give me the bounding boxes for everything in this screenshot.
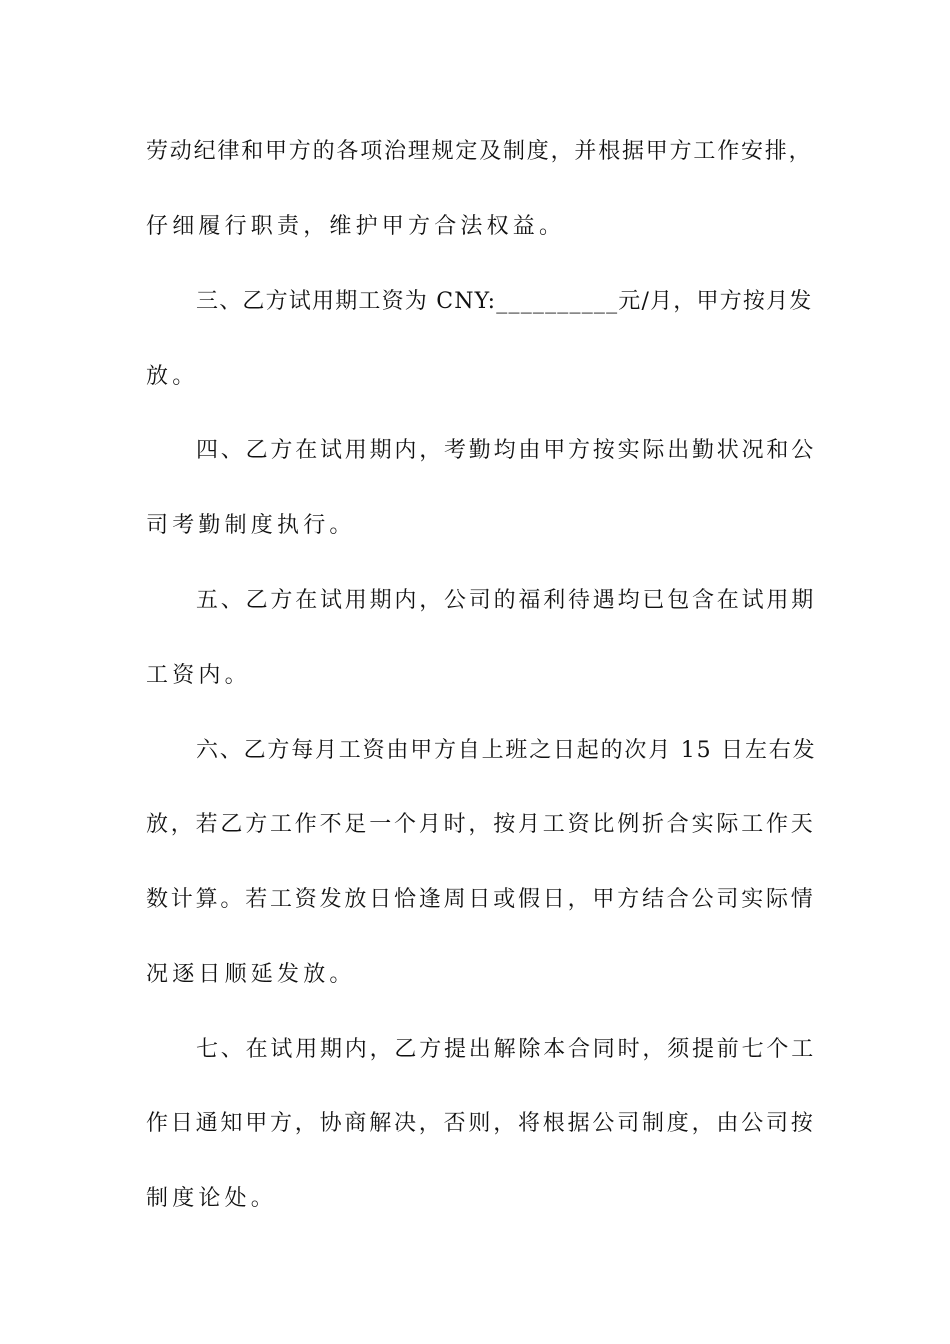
clause-7-line: 七、在试用期内，乙方提出解除本合同时，须提前七个工: [196, 1037, 817, 1062]
clause-3-line: 三、乙方试用期工资为 CNY:__________元/月，甲方按月发: [196, 289, 813, 314]
clause-6-line: 六、乙方每月工资由甲方自上班之日起的次月 15 日左右发: [196, 738, 817, 763]
clause-4-line: 四、乙方在试用期内，考勤均由甲方按实际出勤状况和公: [196, 438, 817, 463]
text-line: 工资内。: [146, 663, 251, 688]
text-line: 放，若乙方工作不足一个月时，按月工资比例折合实际工作天: [146, 812, 816, 837]
clause-5-line: 五、乙方在试用期内，公司的福利待遇均已包含在试用期: [196, 588, 817, 613]
text-line: 况逐日顺延发放。: [146, 962, 356, 987]
text-line: 制度论处。: [146, 1186, 278, 1211]
text-line: 仔细履行职责，维护甲方合法权益。: [146, 214, 566, 239]
text-line: 放。: [146, 364, 199, 389]
text-line: 司考勤制度执行。: [146, 513, 356, 538]
text-line: 劳动纪律和甲方的各项治理规定及制度，并根据甲方工作安排，: [146, 139, 813, 164]
text-line: 数计算。若工资发放日恰逢周日或假日，甲方结合公司实际情: [146, 887, 816, 912]
text-line: 作日通知甲方，协商解决，否则，将根据公司制度，由公司按: [146, 1111, 816, 1136]
